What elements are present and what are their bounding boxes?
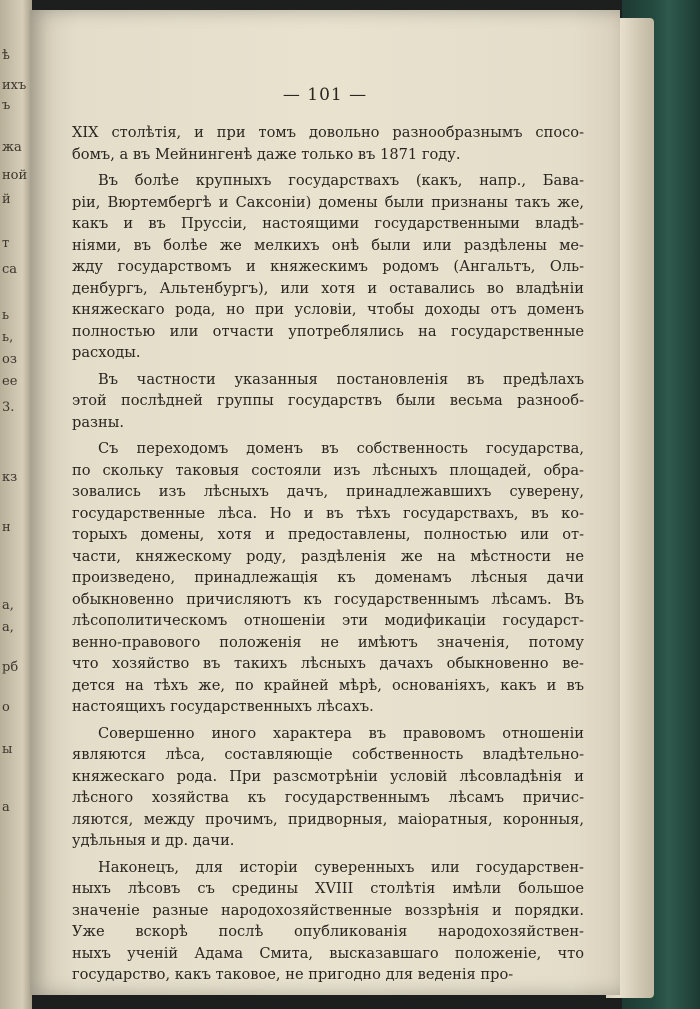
text-line: ніями, въ болѣе же мелкихъ онѣ были или раздѣлены ме- xyxy=(72,236,584,254)
text-line: части, княжескому роду, раздѣленія же на мѣстности не xyxy=(72,547,584,565)
text-line: Наконецъ, для исторіи суверенныхъ или государствен- xyxy=(98,858,584,876)
facing-page-text-fragment: а, xyxy=(2,598,14,613)
text-line: венно-правового положенія не имѣютъ значенія, потому xyxy=(72,633,584,651)
text-line: Уже вскорѣ послѣ опубликованія народохозяйствен- xyxy=(72,923,584,940)
facing-page-text-fragment: ы xyxy=(2,742,13,757)
paragraph xyxy=(72,438,584,718)
text-line: Въ болѣе крупныхъ государствахъ (какъ, напр., Бава- xyxy=(98,172,584,189)
text-line: бомъ, а въ Мейнингенѣ даже только въ 1871 году. xyxy=(72,145,461,163)
page-number: — 101 — xyxy=(282,85,368,105)
text-line: торыхъ домены, хотя и предоставлены, полностью или от- xyxy=(72,526,584,543)
book-page xyxy=(30,10,620,995)
paragraph xyxy=(72,723,584,852)
text-line: полностью или отчасти употреблялись на государственные xyxy=(72,322,584,340)
text-line: по скольку таковыя состояли изъ лѣсныхъ площадей, обра- xyxy=(72,461,584,479)
text-line: лѣсного хозяйства къ государственнымъ лѣсамъ причис- xyxy=(72,789,584,806)
facing-page-text-fragment: ь, xyxy=(2,330,14,345)
text-line: Совершенно иного характера въ правовомъ отношеніи xyxy=(98,724,584,742)
paragraph xyxy=(72,170,584,364)
facing-page-text-fragment: а xyxy=(2,800,10,815)
facing-page-text-fragment: о xyxy=(2,700,10,715)
facing-page-text-fragment: оз xyxy=(2,352,17,367)
text-line: этой послѣдней группы государствъ были весьма разнооб- xyxy=(72,392,584,409)
text-line: настоящихъ государственныхъ лѣсахъ. xyxy=(72,698,374,715)
paragraph xyxy=(72,369,584,434)
text-line: зовались изъ лѣсныхъ дачъ, принадлежавшихъ суверену, xyxy=(72,483,584,500)
text-line: разны. xyxy=(72,413,124,431)
paragraph xyxy=(72,857,584,986)
text-line: денбургъ, Альтенбургъ), или хотя и оставались во владѣніи xyxy=(72,279,584,297)
facing-page-text-fragment: рб xyxy=(2,660,19,675)
text-line: какъ и въ Пруссіи, настоящими государственными владѣ- xyxy=(72,215,584,232)
facing-page-text-fragment: са xyxy=(2,262,18,277)
text-line: Съ переходомъ доменъ въ собственность государства, xyxy=(98,440,584,457)
text-line: расходы. xyxy=(72,344,141,361)
text-line: обыкновенно причисляютъ къ государственнымъ лѣсамъ. Въ xyxy=(72,590,584,608)
text-line: лѣсополитическомъ отношеніи эти модификаціи государст- xyxy=(72,612,584,629)
paragraph xyxy=(72,122,584,165)
text-line: произведено, принадлежащія къ доменамъ лѣсныя дачи xyxy=(72,569,584,586)
text-line: жду государствомъ и княжескимъ родомъ (Ангальтъ, Оль- xyxy=(72,258,584,275)
facing-page-text-fragment: ь xyxy=(2,308,10,323)
text-line: являются лѣса, составляющіе собственность владѣтельно- xyxy=(72,746,584,763)
page-body-text xyxy=(72,122,584,986)
facing-page-text-fragment: ихъ xyxy=(2,78,27,93)
facing-page-text-fragment: н xyxy=(2,520,11,535)
text-line: государство, какъ таковое, не пригодно для веденія про- xyxy=(72,966,514,983)
text-line: ріи, Вюртембергѣ и Саксоніи) домены были признаны такъ же, xyxy=(72,193,584,211)
text-line: XIX столѣтія, и при томъ довольно разнообразнымъ спосо- xyxy=(72,124,584,141)
facing-page-text-fragment: ной xyxy=(2,168,28,183)
facing-page-fragment xyxy=(0,0,32,1009)
text-line: государственные лѣса. Но и въ тѣхъ государствахъ, въ ко- xyxy=(72,504,584,522)
facing-page-text-fragment: ъ xyxy=(2,98,11,113)
text-line: дется на тѣхъ же, по крайней мѣрѣ, основаніяхъ, какъ и въ xyxy=(72,676,584,694)
text-line: Въ частности указанныя постановленія въ предѣлахъ xyxy=(98,370,584,388)
text-line: ныхъ лѣсовъ съ средины XVIII столѣтія имѣли большое xyxy=(72,880,584,897)
text-line: значеніе разные народохозяйственные воззрѣнія и порядки. xyxy=(72,901,584,919)
text-line: княжескаго рода. При разсмотрѣніи условій лѣсовладѣнія и xyxy=(72,767,584,785)
facing-page-text-fragment: ее xyxy=(2,374,18,389)
facing-page-text-fragment: ѣ xyxy=(2,48,10,63)
facing-page-text-fragment: й xyxy=(2,192,11,207)
facing-page-text-fragment: 3. xyxy=(2,400,15,415)
text-line: ляются, между прочимъ, придворныя, маіоратныя, коронныя, xyxy=(72,810,584,828)
text-line: удѣльныя и др. дачи. xyxy=(72,832,235,849)
text-line: княжескаго рода, но при условіи, чтобы доходы отъ доменъ xyxy=(72,301,584,318)
facing-page-text-fragment: т xyxy=(2,236,10,251)
facing-page-text-fragment: кз xyxy=(2,470,18,485)
facing-page-text-fragment: жа xyxy=(2,140,22,155)
text-line: ныхъ ученій Адама Смита, высказавшаго положеніе, что xyxy=(72,944,584,962)
text-line: что хозяйство въ такихъ лѣсныхъ дачахъ обыкновенно ве- xyxy=(72,655,584,672)
facing-page-text-fragment: а, xyxy=(2,620,14,635)
